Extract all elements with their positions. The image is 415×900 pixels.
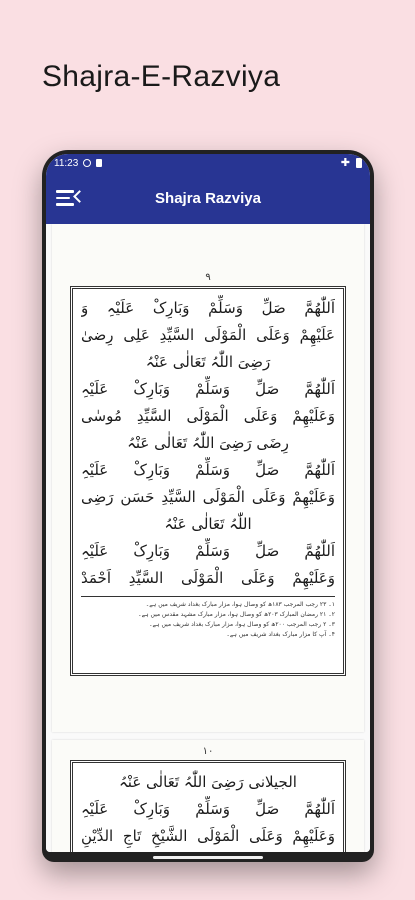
- battery-icon: [356, 158, 362, 168]
- text-line: الجیلانی رَضِیَ اللّٰہُ تَعَالٰی عَنْہُ: [119, 773, 297, 791]
- app-bar: [46, 172, 370, 224]
- text-line: اللّٰہُ تَعَالٰی عَنْہُ: [164, 515, 252, 533]
- footnote: ۴۔ آپ کا مزار مبارک بغداد شریف میں ہے۔: [226, 631, 335, 638]
- text-line: رِضَی رَضِیَ اللّٰہُ تَعَالٰی عَنْہُ: [127, 434, 289, 452]
- phone-frame: [42, 150, 374, 862]
- text-line: وَعَلَیْھِمْ وَعَلَی الْمَوْلَی السَّیِّدِ مُوسٰی: [81, 407, 335, 425]
- vpn-icon: [83, 159, 91, 167]
- footnote: ۳۔ ۲ رجب المرجب ۲۰۰ھ کو وصال ہوا، مزار مبارک بغداد شریف میں ہے۔: [148, 621, 335, 628]
- data-icon: ✚: [340, 156, 350, 169]
- status-bar: [46, 154, 370, 172]
- footnote: ۱۔ ۲۳ رجب المرجب ۱۸۳ھ کو وصال ہوا، مزار مبارک بغداد شریف میں ہے۔: [145, 601, 335, 608]
- sim-card-icon: [96, 159, 102, 167]
- footnote: ۲۔ ۲۱ رمضان المبارک ۲۰۳ھ کو وصال ہوا، مزار مبارک مشہد مقدس میں ہے۔: [138, 611, 335, 618]
- page-frame: [70, 760, 346, 852]
- page-number: ۹: [205, 272, 211, 283]
- scanned-pages-viewer[interactable]: [46, 224, 370, 852]
- footnotes: [81, 596, 335, 640]
- scanned-page: [52, 740, 364, 852]
- text-line: اَللّٰھُمَّ صَلِّ وَسَلِّمْ وَبَارِکْ عَلَیْہِ وَ: [81, 299, 335, 317]
- promo-title: Shajra-E-Razviya: [42, 60, 281, 93]
- text-line: وَعَلَیْھِمْ وَعَلَی الْمَوْلَی السَّیِّدِ اَحْمَدْ: [81, 569, 335, 587]
- text-line: اَللّٰھُمَّ صَلِّ وَسَلِّمْ وَبَارِکْ عَلَیْہِ: [81, 461, 335, 479]
- text-line: اَللّٰھُمَّ صَلِّ وَسَلِّمْ وَبَارِکْ عَلَیْہِ: [81, 380, 335, 398]
- menu-open-button[interactable]: [56, 187, 86, 209]
- scanned-page: [52, 224, 364, 732]
- text-line: وَعَلَیْھِمْ وَعَلَی الْمَوْلَی الشَّیْخِ تَاجِ الدِّیْنِ: [81, 827, 335, 845]
- page-number: ۱۰: [202, 746, 214, 757]
- text-line: وَعَلَیْھِمْ وَعَلَی الْمَوْلَی السَّیِّدِ حَسَن رَضِی: [81, 488, 335, 506]
- chevron-left-icon: [73, 190, 86, 203]
- text-line: عَلَیْھِمْ وَعَلَی الْمَوْلَی السَّیِّدِ عَلِی رِضیٰ: [81, 326, 335, 344]
- home-indicator[interactable]: [153, 856, 263, 859]
- status-time: 11:23: [54, 157, 79, 169]
- phone-screen: [46, 154, 370, 852]
- text-line: رَضِیَ اللّٰہُ تَعَالٰی عَنْہُ: [145, 353, 271, 371]
- text-line: اَللّٰھُمَّ صَلِّ وَسَلِّمْ وَبَارِکْ عَلَیْہِ: [81, 800, 335, 818]
- menu-icon-bar: [56, 197, 70, 200]
- page-frame: [70, 286, 346, 676]
- text-line: اَللّٰھُمَّ صَلِّ وَسَلِّمْ وَبَارِکْ عَلَیْہِ: [81, 542, 335, 560]
- menu-icon-bar: [56, 203, 74, 206]
- app-title: Shajra Razviya: [155, 189, 261, 207]
- menu-icon-bar: [56, 190, 74, 193]
